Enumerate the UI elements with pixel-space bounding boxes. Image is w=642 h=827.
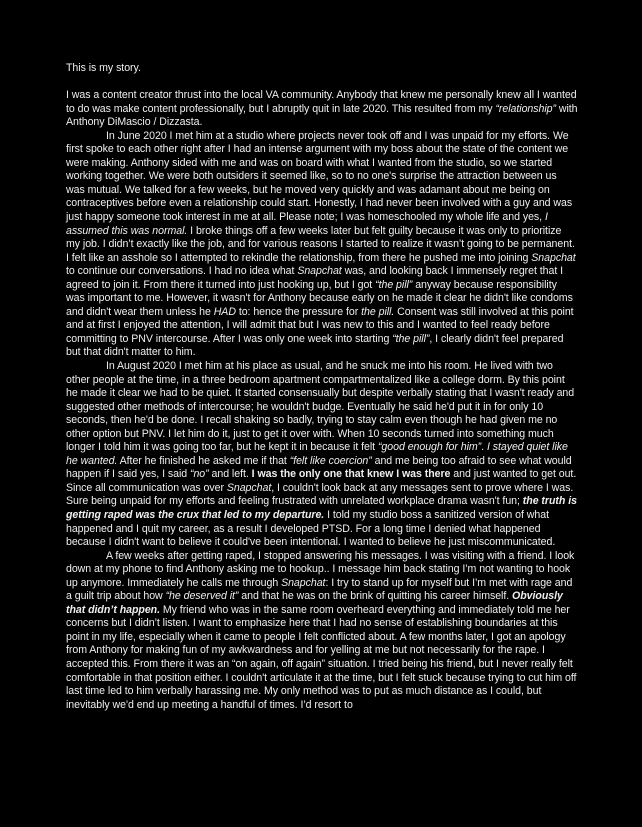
paragraph-june-2020	[66, 130, 578, 360]
text-run: Consent was still involved at this point and at first I enjoyed the attention, I will admit that but I was new to this and I wanted to feel ready before committing to PNV intercourse. After I was only one week into starting	[66, 305, 574, 345]
text-run: My friend who was in the same room overheard everything and immediately told me her concerns but I didn’t listen. I want to emphasize here that I had no sense of establishing boundaries at this point in my life, especially when it came to people I felt conflicted about. A few months later, I got an apology from Anthony for making fun of my awkwardness and for yelling at me but not necessarily for the rape. I accepted this. From there it was an “on again, off again” situation. I tried being his friend, but I never really felt comfortable in that position either. I couldn't articulate it at the time, but I felt stuck because trying to cut him off last time led to him verbally harassing me. My only method was to put as much distance as I could, but inevitably we'd end up meeting a handful of times. I’d resort to	[66, 603, 577, 711]
paragraph-intro	[66, 89, 578, 130]
text-run: Obviously that didn’t happen.	[66, 590, 563, 616]
text-run: the pill.	[361, 305, 395, 318]
paragraph-august-2020	[66, 360, 578, 550]
text-run: and me being too afraid to see what would happen if I said yes, I said	[66, 454, 572, 481]
text-run: I told my studio boss a sanitized version of what happened and I quit my career, as a result I developed PTSD. For a long time I denied what happened because I didn't want to believe it could've been intentional. I wanted to believe he just miscommunicated.	[66, 509, 556, 549]
text-run: : I try to stand up for myself but I’m met with rage and a guilt trip about how	[66, 576, 573, 603]
text-run: HAD	[213, 305, 236, 318]
document-title: This is my story.	[66, 62, 141, 74]
text-run: “the pill”	[392, 332, 430, 345]
text-run: and that he was on the brink of quitting his career himself.	[238, 590, 513, 603]
paragraph-aftermath	[66, 550, 578, 713]
text-run: In August 2020 I met him at his place as usual, and he snuck me into his room. He lived with two other people at the time, in a three bedroom apartment compartmentalized like a college dorm. By this point he made it clear we had to be quiet. It started consensually but despite verbally stating that I wasn't ready and suggested other methods of intercourse; he wouldn't budge. Eventually he said he'd put it in for only 10 seconds, then he'd be done. I recall shaking so badly, trying to stay calm even though he had given me no other option but PNV. I let him do it, just to get it over with. When 10 seconds turned into something much longer I told him it was going too far, but he kept it in because it felt	[66, 359, 575, 454]
text-run: the truth is getting raped was the crux that led to my departure.	[66, 495, 577, 521]
text-run: I broke things off a few weeks later but felt guilty because it was only to prioritize my job. I didn’t exactly like the job, and for various reasons I started to realize it wasn’t going to be permanent. I felt like an asshole so I attempted to rekindle the relationship, from there he pushed me into joining	[66, 224, 575, 264]
text-run: and just wanted to get out. Since all communication was over	[66, 468, 577, 494]
text-run: “no”	[189, 468, 209, 481]
text-run: .	[481, 441, 487, 454]
text-run: I assumed this was normal.	[66, 210, 548, 237]
text-run: Snapchat	[226, 481, 272, 494]
text-run: Snapchat	[281, 576, 326, 589]
text-run: “good enough for him”	[377, 441, 482, 454]
text-run: I stayed quiet like he wanted.	[66, 441, 568, 467]
text-run: Snapchat	[297, 265, 342, 278]
text-run: I was a content creator thrust into the local VA community. Anybody that knew me personally knew all I wanted to do was make content professionally, but I abruptly quit in late 2020. This resulted from my	[66, 89, 577, 115]
text-run: Snapchat	[531, 251, 576, 264]
text-run: and left.	[208, 468, 252, 481]
document-body	[66, 62, 578, 712]
text-run: , I couldn't look back at any messages sent to prove where I was. Sure being unpaid for my efforts and feeling frustrated with unrelated workplace drama wasn't fun;	[66, 481, 574, 508]
text-run: “relationship”	[495, 102, 556, 115]
text-run: “the pill”	[375, 278, 413, 291]
text-run: I was the only one that knew I was there	[251, 468, 451, 481]
text-run: A few weeks after getting raped, I stopped answering his messages. I was visiting with a friend. I look down at my phone to find Anthony asking me to hookup.. I message him back stating I’m not wanting to hook up anymore. Immediately he calls me through	[66, 549, 575, 589]
text-run: anyway because responsibility was important to me. However, it wasn't for Anthony because early on he made it clear he didn't like condoms and didn't wear them unless he	[66, 278, 573, 318]
text-run: to: hence the pressure for	[235, 305, 362, 318]
text-run: In June 2020 I met him at a studio where projects never took off and I was unpaid for my efforts. We first spoke to each other right after I had an intense argument with my boss about the state of the content we were making. Anthony sided with me and was on board with what I wanted from the studio, so we started working together. We were both outsiders it seemed like, so to no one's surprise the attraction between us was mutual. We talked for a few weeks, but he moved very quickly and was adamant about me being on contraceptives before even a relationship could start. Honestly, I had never been involved with a guy and was just happy someone took interest in me at all. Please note; I was homeschooled my whole life and yes,	[66, 129, 573, 223]
text-run: “felt like coercion”	[289, 454, 372, 467]
text-run: with Anthony DiMascio / Dizzasta.	[66, 102, 578, 129]
text-run: After he finished he asked me if that	[117, 454, 290, 467]
text-run: to continue our conversations. I had no idea what	[66, 265, 298, 278]
text-run: was, and looking back I immensely regret that I agreed to join it. From there it turned into just hooking up, but I got	[66, 265, 564, 291]
text-run: “he deserved it”	[165, 590, 239, 603]
text-run: , I clearly didn't feel prepared but that didn't matter to him.	[66, 332, 564, 359]
